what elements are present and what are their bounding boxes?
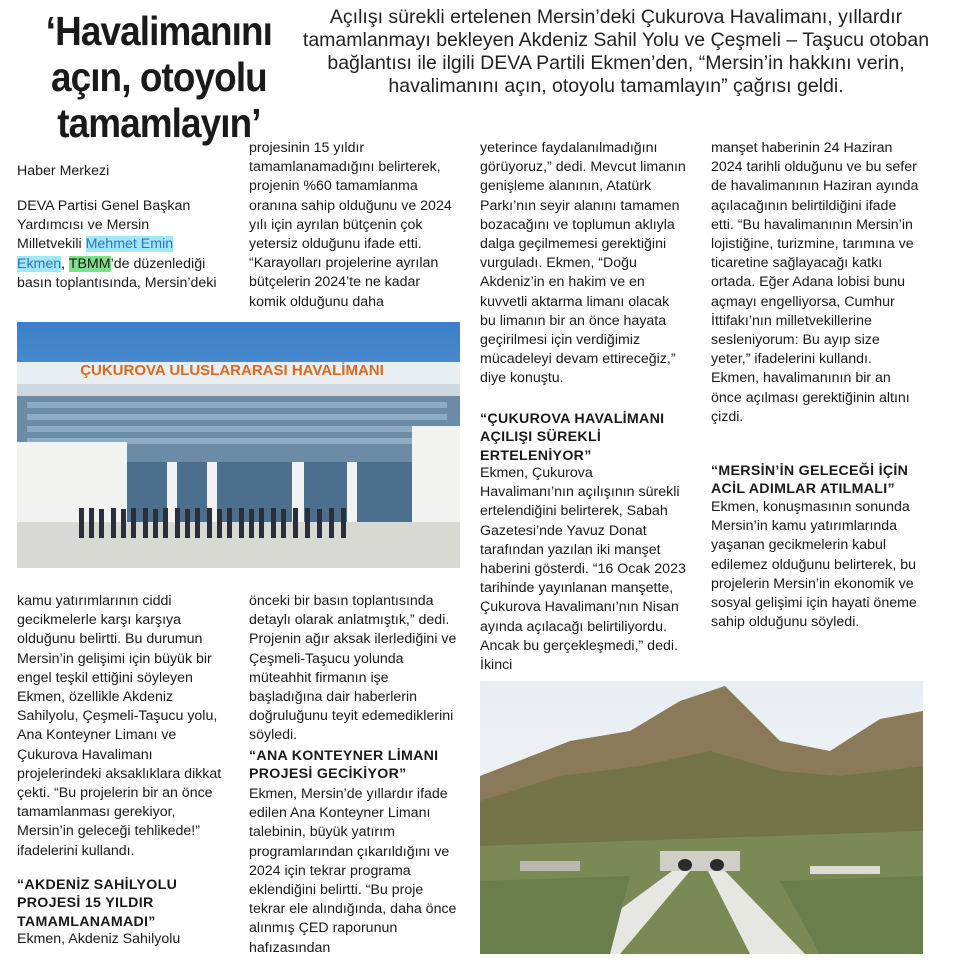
col2-end: Ekmen, Mersin’de yıllardır ifade edilen Ana Konteyner Limanı talebinin, büyük yatırım programlarından çıkarıldığını ve 2024 için tekrar programa eklendiğini belirtti. “Bu proje tekrar ele alındığında, daha önce alınmış ÇED raporunun hafızasından — [249, 786, 457, 956]
headline-line: ‘Havalimanını — [45, 8, 272, 54]
headline-line: tamamlayın’ — [57, 100, 261, 146]
subheading: “AKDENİZ SAHİLYOLU PROJESİ 15 YILDIR TAMAMLANAMADI” — [17, 877, 178, 930]
byline: Haber Merkezi — [17, 163, 110, 179]
col1-end: Ekmen, Akdeniz Sahilyolu — [17, 931, 181, 947]
highway-illustration — [480, 681, 923, 954]
col2-top: projesinin 15 yıldır tamamlanamadığını belirterek, projenin %60 tamamlanma oranına sahip olduğunu ve 2024 yılı için ayrılan bütçenin çok yetersiz olduğunu ifade etti. “Karayolları projelerine ayrılan bütçelerin 2024’te ne kadar komik olduğunu daha — [249, 140, 452, 310]
col2-body: önceki bir basın toplantısında detaylı olarak anlatmıştık,” dedi. Projenin ağır aksak ilerlediğini ve Çeşmeli-Taşucu yolunda müteahhit firmanın işe başladığına dair haberlerin doğruluğunu teyit edemediklerini söyledi. — [249, 593, 457, 744]
highway-photo — [480, 681, 923, 954]
col3-end: Ekmen, Çukurova Havalimanı’nın açılışının sürekli ertelendiğini belirterek, Sabah Gazetesi’nde Yavuz Donat tarafından yazılan iki manşet haberini gösterdi. “16 Ocak 2023 tarihinde yayınlanan manşette, Çukurova Havalimanı’nın Nisan ayında açılacağı belirtiliyordu. Ancak bu gerçekleşmedi,” dedi. İkinci — [480, 465, 686, 674]
highlight-name[interactable]: Mehmet Emin Ekmen — [17, 236, 174, 272]
text-run: DEVA Partisi Genel Başkan Yardımcısı ve Mersin Milletvekili — [17, 198, 191, 253]
airport-photo — [17, 322, 460, 568]
airport-sign-text: ÇUKUROVA ULUSLARARASI HAVALİMANI — [80, 362, 384, 379]
col1-top-text — [17, 197, 217, 293]
headline-line: açın, otoyolu — [50, 54, 267, 100]
airport-illustration — [17, 322, 460, 568]
col4-top: manşet haberinin 24 Haziran 2024 tarihli olduğunu ve bu sefer de havalimanının Haziran ayında açılacağının belirtildiğini ifade etti. “Bu havalimanının Mersin’in lojistiğine, turizmine, tarımına ve ticaretine sağlayacağı katkı ortada. Eğer Adana lobisi bunu açmayı engelliyorsa, Cumhur İttifakı’nın milletvekillerine sesleniyorum: Bu ayıp size yeter,” ifadelerini kullandı. Ekmen, havalimanının bir an önce açılması gerektiğinin altını çizdi. — [711, 140, 919, 425]
subheading: “ANA KONTEYNER LİMANI PROJESİ GECİKİYOR” — [249, 748, 439, 783]
subheading: “ÇUKUROVA HAVALİMANI AÇILIŞI SÜREKLİ ERTELENİYOR” — [480, 411, 665, 464]
col1-body: kamu yatırımlarının ciddi gecikmelerle karşı karşıya olduğunu belirtti. Bu durumun Mersin’in gelişimi için büyük bir engel teşkil ettiğini söyleyen Ekmen, özellikle Akdeniz Sahilyolu, Çeşmeli-Taşucu yolu, Ana Konteyner Limanı ve Çukurova Havalimanı projelerindeki aksaklıklara dikkat çekti. “Bu projelerin bir an önce tamamlanması gerekiyor, Mersin’in geleceği tehlikede!” ifadelerini kullandı. — [17, 593, 222, 859]
highlight-org[interactable]: TBMM — [68, 255, 111, 272]
headline — [14, 8, 304, 146]
text-run: , — [61, 255, 69, 272]
text-run: ’de düzenlediği basın toplantısında, Mersin’deki — [17, 255, 217, 291]
spot-text: Açılışı sürekli ertelenen Mersin’deki Çukurova Havalimanı, yıllardır tamamlanmayı bekleyen Akdeniz Sahil Yolu ve Çeşmeli – Taşucu otoban bağlantısı ile ilgili DEVA Partili Ekmen’den, “Mersin’in hakkını verin, havalimanını açın, otoyolu tamamlayın” çağrısı geldi. — [302, 6, 930, 97]
col4-end: Ekmen, konuşmasının sonunda Mersin’in kamu yatırımlarında yaşanan gecikmelerin kabul edilemez olduğunu belirterek, bu projelerin Mersin’in ekonomik ve sosyal gelişimi için hayati öneme sahip olduğunu söyledi. — [711, 499, 917, 631]
subheading: “MERSİN’İN GELECEĞİ İÇİN ACİL ADIMLAR ATILMALI” — [711, 463, 909, 498]
col3-top: yeterince faydalanılmadığını görüyoruz,” dedi. Mevcut limanın genişleme alanının, Atatürk Parkı’nın seyir alanını tamamen bozacağını ve toplumun aklıyla dalga geçilmemesi gerektiğini vurguladı. Ekmen, “Doğu Akdeniz’in en hakim ve en kuvvetli aktarma limanı olacak bu limanın bir an önce hayata geçirilmesi için verdiğimiz mücadeleyi devam ettireceğiz,” diye konuştu. — [480, 140, 686, 387]
